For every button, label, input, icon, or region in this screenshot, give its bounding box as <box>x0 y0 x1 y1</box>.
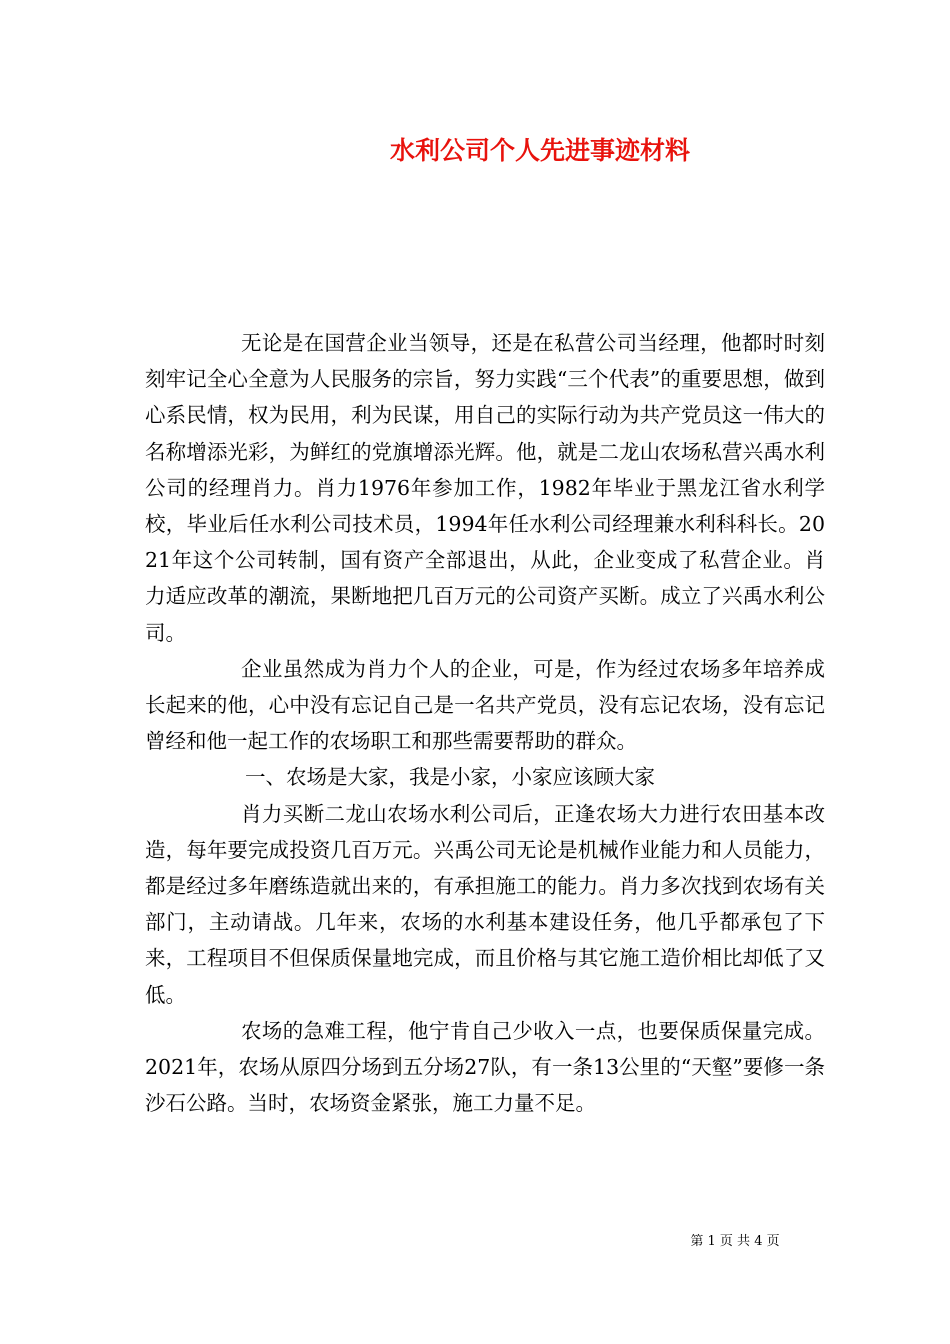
paragraph-farmland: 肖力买断二龙山农场水利公司后，正逢农场大力进行农田基本改造，每年要完成投资几百万元。兴禹公司无论是机械作业能力和人员能力，都是经过多年磨练造就出来的，有承担施工的能力。肖力多次找到农场有关部门，主动请战。几年来，农场的水利基本建设任务，他几乎都承包了下来，工程项目不但保质保量地完成，而且价格与其它施工造价相比却低了又低。 <box>145 801 825 1007</box>
paragraph-enterprise: 企业虽然成为肖力个人的企业，可是，作为经过农场多年培养成长起来的他，心中没有忘记自己是一名共产党员，没有忘记农场，没有忘记曾经和他一起工作的农场职工和那些需要帮助的群众。 <box>145 656 825 754</box>
document-title: 水利公司个人先进事迹材料 <box>389 136 690 165</box>
document-body <box>145 325 825 1121</box>
section-heading-1: 一、农场是大家，我是小家，小家应该顾大家 <box>245 765 655 790</box>
paragraph-intro: 无论是在国营企业当领导，还是在私营公司当经理，他都时时刻刻牢记全心全意为人民服务的宗旨，努力实践“三个代表”的重要思想，做到心系民情，权为民用，利为民谋，用自己的实际行动为共产党员这一伟大的名称增添光彩，为鲜红的党旗增添光辉。他，就是二龙山农场私营兴禹水利公司的经理肖力。肖力1976年参加工作，1982年毕业于黑龙江省水利学校，毕业后任水利公司技术员，1994年任水利公司经理兼水利科科长。2021年这个公司转制，国有资产全部退出，从此，企业变成了私营企业。肖力适应改革的潮流，果断地把几百万元的公司资产买断。成立了兴禹水利公司。 <box>145 331 825 645</box>
paragraph-urgent-projects: 农场的急难工程，他宁肯自己少收入一点，也要保质保量完成。2021年，农场从原四分场到五分场27队，有一条13公里的“天壑”要修一条沙石公路。当时，农场资金紧张，施工力量不足。 <box>145 1018 825 1116</box>
page-number: 第 1 页 共 4 页 <box>690 1234 780 1249</box>
